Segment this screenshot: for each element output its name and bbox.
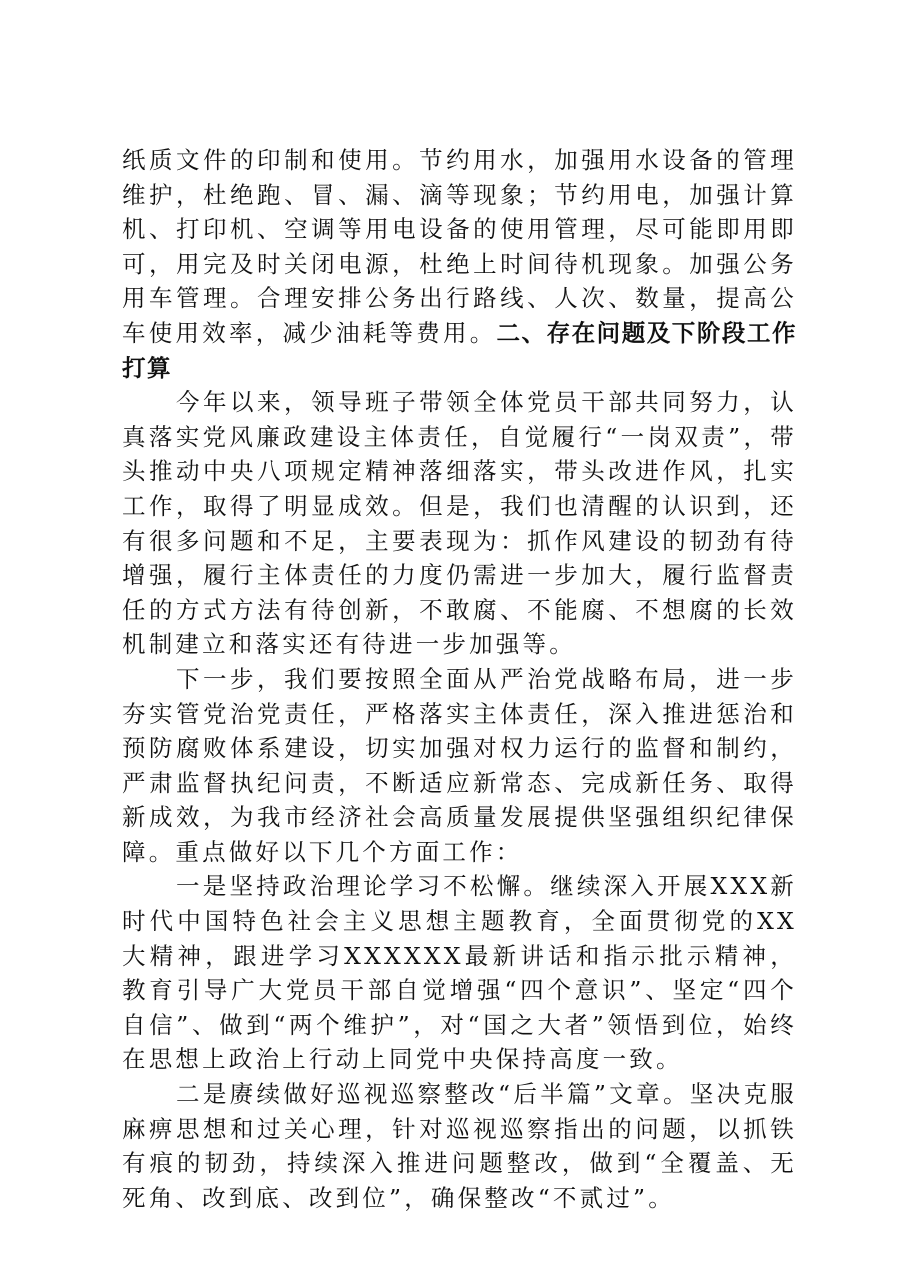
paragraph-text: 一是坚持政治理论学习不松懈。继续深入开展XXX新时代中国特色社会主义思想主题教育，全面贯彻党的XX大精神，跟进学习XXXXXX最新讲话和指示批示精神，教育引导广大党员干部自觉增强“四个意识”、坚定“四个自信”、做到“两个维护”，对“国之大者”领悟到位，始终在思想上政治上行动上同党中央保持高度一致。 bbox=[122, 872, 797, 1074]
paragraph-text: 二是赓续做好巡视巡察整改“后半篇”文章。坚决克服麻痹思想和过关心理，针对巡视巡察指出的问题，以抓铁有痕的韧劲，持续深入推进问题整改，做到“全覆盖、无死角、改到底、改到位”，确保整改“不贰过”。 bbox=[122, 1080, 797, 1212]
paragraph-continued bbox=[122, 143, 797, 385]
section-heading: 二、存在问题及下阶段工作打算 bbox=[122, 318, 797, 382]
paragraph bbox=[122, 869, 797, 1077]
paragraph bbox=[122, 385, 797, 662]
paragraph-text: 下一步，我们要按照全面从严治党战略布局，进一步夯实管党治党责任，严格落实主体责任，深入推进惩治和预防腐败体系建设，切实加强对权力运行的监督和制约，严肃监督执纪问责，不断适应新常态、完成新任务、取得新成效，为我市经济社会高质量发展提供坚强组织纪律保障。重点做好以下几个方面工作： bbox=[122, 664, 797, 866]
paragraph-text: 纸质文件的印制和使用。节约用水，加强用水设备的管理维护，杜绝跑、冒、漏、滴等现象；节约用电，加强计算机、打印机、空调等用电设备的使用管理，尽可能即用即可，用完及时关闭电源，杜绝上时间待机现象。加强公务用车管理。合理安排公务出行路线、人次、数量，提高公车使用效率，减少油耗等费用。 bbox=[122, 146, 797, 347]
paragraph bbox=[122, 662, 797, 870]
document-body bbox=[122, 143, 797, 1215]
paragraph-text: 今年以来，领导班子带领全体党员干部共同努力，认真落实党风廉政建设主体责任，自觉履行“一岗双责”，带头推动中央八项规定精神落细落实，带头改进作风，扎实工作，取得了明显成效。但是，我们也清醒的认识到，还有很多问题和不足，主要表现为：抓作风建设的韧劲有待增强，履行主体责任的力度仍需进一步加大，履行监督责任的方式方法有待创新，不敢腐、不能腐、不想腐的长效机制建立和落实还有待进一步加强等。 bbox=[122, 388, 797, 659]
paragraph bbox=[122, 1077, 797, 1215]
